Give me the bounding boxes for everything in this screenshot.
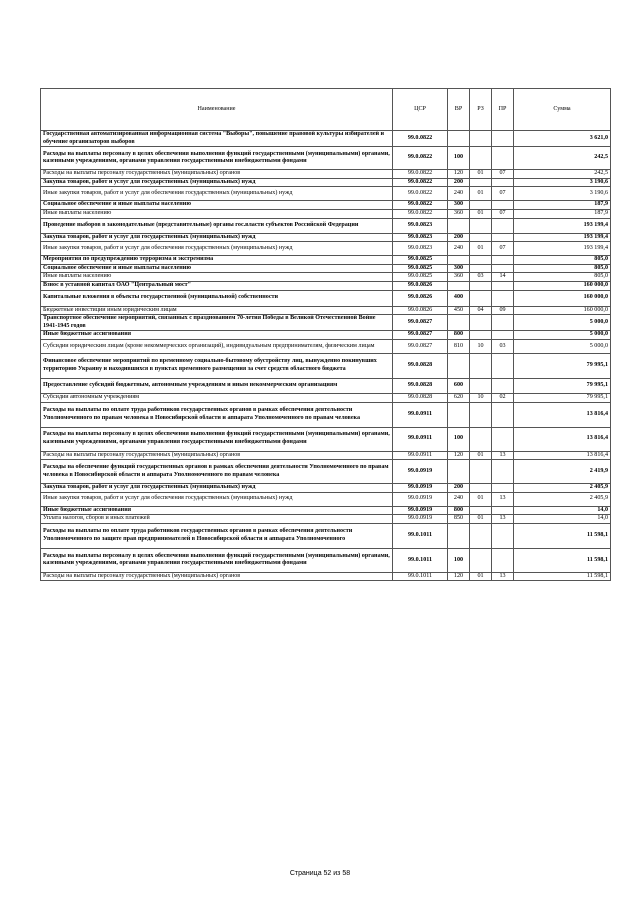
table-row — [41, 281, 611, 290]
cell-name: Проведение выборов в законодательные (представительные) органы гос.власти субъектов Российской Федерации — [41, 218, 393, 233]
cell-rz — [470, 460, 492, 484]
cell-pr — [492, 353, 514, 378]
cell-rz: 01 — [470, 209, 492, 218]
cell-name: Транспортное обеспечение мероприятий, связанных с празднованием 70-летия Победы в Великой Отечественной Войне 1941-1945 годов — [41, 315, 393, 331]
cell-vr: 240 — [448, 492, 470, 506]
cell-name: Закупка товаров, работ и услуг для государственных (муниципальных) нужд — [41, 484, 393, 493]
cell-name: Расходы на выплаты по оплате труда работников государственных органов в рамках обеспечения деятельности Уполномоченного по защите прав предпринимателей в Новосибирской области и аппарата Уполномоченного — [41, 523, 393, 548]
cell-pr: 13 — [492, 515, 514, 524]
cell-rz: 04 — [470, 306, 492, 315]
cell-sum: 11 598,1 — [514, 548, 611, 572]
table-row — [41, 256, 611, 265]
cell-name: Расходы на выплаты по оплате труда работников государственных органов в рамках обеспечения деятельности Уполномоченного по правам человека в Новосибирской области и аппарата Уполномоченного по правам человека — [41, 402, 393, 427]
cell-name: Иные закупки товаров, работ и услуг для обеспечения государственных (муниципальных) нужд — [41, 242, 393, 256]
cell-sum: 13 816,4 — [514, 402, 611, 427]
cell-rz — [470, 378, 492, 393]
table-row — [41, 218, 611, 233]
cell-csr: 99.0.0827 — [393, 315, 448, 331]
cell-rz — [470, 402, 492, 427]
table-row — [41, 492, 611, 506]
cell-csr: 99.0.0822 — [393, 131, 448, 147]
cell-sum: 79 995,1 — [514, 353, 611, 378]
table-row — [41, 402, 611, 427]
cell-vr — [448, 218, 470, 233]
table-row — [41, 572, 611, 581]
table-row — [41, 242, 611, 256]
cell-rz: 01 — [470, 451, 492, 460]
cell-pr — [492, 147, 514, 170]
cell-sum: 242,5 — [514, 147, 611, 170]
cell-csr: 99.0.0828 — [393, 378, 448, 393]
cell-csr: 99.0.0823 — [393, 218, 448, 233]
cell-csr: 99.0.0828 — [393, 353, 448, 378]
cell-rz: 01 — [470, 187, 492, 201]
cell-csr: 99.0.0911 — [393, 402, 448, 427]
cell-name: Расходы на обеспечение функций государственных органов в рамках обеспечения деятельности Уполномоченного по правам человека в Новосибирской области и аппарата Уполномоченного по правам человека — [41, 460, 393, 484]
cell-pr: 13 — [492, 492, 514, 506]
cell-vr: 800 — [448, 331, 470, 340]
cell-pr — [492, 178, 514, 187]
cell-vr — [448, 353, 470, 378]
cell-sum: 160 000,0 — [514, 290, 611, 306]
table-row — [41, 427, 611, 451]
cell-sum: 3 621,0 — [514, 131, 611, 147]
cell-rz — [470, 264, 492, 273]
cell-vr: 200 — [448, 178, 470, 187]
cell-csr: 99.0.0822 — [393, 178, 448, 187]
cell-sum: 13 816,4 — [514, 451, 611, 460]
cell-pr: 09 — [492, 306, 514, 315]
table-row — [41, 201, 611, 210]
cell-pr — [492, 506, 514, 515]
cell-vr — [448, 402, 470, 427]
cell-pr — [492, 331, 514, 340]
cell-rz — [470, 256, 492, 265]
cell-name: Иные выплаты населению — [41, 209, 393, 218]
cell-name: Субсидии автономным учреждениям — [41, 393, 393, 402]
cell-vr: 200 — [448, 233, 470, 242]
cell-csr: 99.0.0823 — [393, 233, 448, 242]
cell-vr: 620 — [448, 393, 470, 402]
cell-sum: 5 000,0 — [514, 331, 611, 340]
cell-pr: 07 — [492, 170, 514, 179]
cell-rz — [470, 427, 492, 451]
table-row — [41, 233, 611, 242]
header-vr: ВР — [448, 89, 470, 131]
cell-sum: 14,0 — [514, 506, 611, 515]
cell-rz — [470, 548, 492, 572]
cell-csr: 99.0.0828 — [393, 393, 448, 402]
cell-csr: 99.0.0826 — [393, 306, 448, 315]
cell-csr: 99.0.1011 — [393, 523, 448, 548]
cell-pr — [492, 523, 514, 548]
cell-vr: 800 — [448, 506, 470, 515]
cell-rz — [470, 315, 492, 331]
cell-vr: 600 — [448, 378, 470, 393]
cell-pr — [492, 233, 514, 242]
table-row — [41, 306, 611, 315]
cell-rz — [470, 506, 492, 515]
cell-vr: 100 — [448, 147, 470, 170]
cell-sum: 160 000,0 — [514, 281, 611, 290]
cell-rz — [470, 147, 492, 170]
table-row — [41, 331, 611, 340]
cell-vr: 120 — [448, 451, 470, 460]
table-row — [41, 273, 611, 282]
cell-sum: 160 000,0 — [514, 306, 611, 315]
cell-name: Расходы на выплаты персоналу в целях обеспечения выполнения функций государственными (муниципальными) органами, казенными учреждениями, органами управления государственными внебюджетными фондами — [41, 147, 393, 170]
cell-rz — [470, 178, 492, 187]
cell-sum: 187,9 — [514, 209, 611, 218]
cell-sum: 79 995,1 — [514, 378, 611, 393]
table-row — [41, 209, 611, 218]
cell-sum: 2 405,9 — [514, 492, 611, 506]
cell-vr — [448, 131, 470, 147]
cell-name: Расходы на выплаты персоналу государственных (муниципальных) органов — [41, 451, 393, 460]
cell-rz: 10 — [470, 339, 492, 353]
cell-name: Финансовое обеспечение мероприятий по временному социально-бытовому обустройству лиц, вынужденно покинувших территорию Украину и находившихся в пунктах временного размещения за счет средств областного бюджета — [41, 353, 393, 378]
cell-name: Иные закупки товаров, работ и услуг для обеспечения государственных (муниципальных) нужд — [41, 492, 393, 506]
table-row — [41, 460, 611, 484]
cell-csr: 99.0.0911 — [393, 427, 448, 451]
table-row — [41, 378, 611, 393]
cell-sum: 193 199,4 — [514, 233, 611, 242]
cell-rz — [470, 218, 492, 233]
cell-name: Взнос в уставной капитал ОАО "Центральный мост" — [41, 281, 393, 290]
cell-rz — [470, 523, 492, 548]
cell-name: Расходы на выплаты персоналу в целях обеспечения выполнения функций государственными (муниципальными) органами, казенными учреждениями, органами управления государственными внебюджетными фондами — [41, 548, 393, 572]
cell-vr: 200 — [448, 484, 470, 493]
cell-name: Расходы на выплаты персоналу государственных (муниципальных) органов — [41, 170, 393, 179]
cell-csr: 99.0.0919 — [393, 506, 448, 515]
cell-csr: 99.0.0919 — [393, 515, 448, 524]
cell-pr — [492, 256, 514, 265]
cell-vr: 360 — [448, 273, 470, 282]
cell-rz — [470, 281, 492, 290]
cell-rz: 10 — [470, 393, 492, 402]
cell-rz — [470, 353, 492, 378]
cell-sum: 3 190,6 — [514, 187, 611, 201]
cell-name: Закупка товаров, работ и услуг для государственных (муниципальных) нужд — [41, 233, 393, 242]
cell-csr: 99.0.0825 — [393, 264, 448, 273]
header-pr: ПР — [492, 89, 514, 131]
cell-pr — [492, 484, 514, 493]
cell-csr: 99.0.0823 — [393, 242, 448, 256]
cell-sum: 5 000,0 — [514, 339, 611, 353]
table-row — [41, 353, 611, 378]
table-row — [41, 178, 611, 187]
cell-sum: 193 199,4 — [514, 218, 611, 233]
cell-csr: 99.0.0825 — [393, 256, 448, 265]
cell-pr — [492, 315, 514, 331]
cell-sum: 193 199,4 — [514, 242, 611, 256]
cell-pr — [492, 201, 514, 210]
table-row — [41, 484, 611, 493]
cell-vr — [448, 460, 470, 484]
table-header-row — [41, 89, 611, 131]
cell-pr — [492, 131, 514, 147]
cell-pr — [492, 548, 514, 572]
table-row — [41, 339, 611, 353]
table-row — [41, 264, 611, 273]
cell-rz — [470, 233, 492, 242]
table-row — [41, 515, 611, 524]
cell-vr: 360 — [448, 209, 470, 218]
cell-name: Уплата налогов, сборов и иных платежей — [41, 515, 393, 524]
cell-pr — [492, 378, 514, 393]
cell-name: Мероприятия по предупреждению терроризма и экстремизма — [41, 256, 393, 265]
cell-csr: 99.0.0911 — [393, 451, 448, 460]
cell-sum: 13 816,4 — [514, 427, 611, 451]
cell-pr: 13 — [492, 572, 514, 581]
cell-csr: 99.0.0825 — [393, 273, 448, 282]
cell-csr: 99.0.0919 — [393, 484, 448, 493]
table-row — [41, 506, 611, 515]
table-row — [41, 131, 611, 147]
cell-csr: 99.0.0826 — [393, 290, 448, 306]
cell-name: Иные выплаты населению — [41, 273, 393, 282]
cell-pr: 07 — [492, 187, 514, 201]
header-sum: Сумма — [514, 89, 611, 131]
cell-vr — [448, 315, 470, 331]
table-row — [41, 523, 611, 548]
cell-sum: 5 000,0 — [514, 315, 611, 331]
cell-vr: 300 — [448, 201, 470, 210]
cell-sum: 79 995,1 — [514, 393, 611, 402]
cell-sum: 11 598,1 — [514, 572, 611, 581]
cell-name: Социальное обеспечение и иные выплаты населению — [41, 264, 393, 273]
cell-csr: 99.0.0822 — [393, 187, 448, 201]
cell-vr: 100 — [448, 548, 470, 572]
cell-sum: 14,0 — [514, 515, 611, 524]
cell-csr: 99.0.0822 — [393, 147, 448, 170]
cell-vr: 100 — [448, 427, 470, 451]
cell-pr — [492, 427, 514, 451]
table-body — [41, 131, 611, 581]
table-row — [41, 315, 611, 331]
cell-pr — [492, 460, 514, 484]
cell-name: Бюджетные инвестиции иным юридическим лицам — [41, 306, 393, 315]
cell-sum: 11 598,1 — [514, 523, 611, 548]
cell-vr — [448, 523, 470, 548]
cell-pr — [492, 264, 514, 273]
cell-name: Иные бюджетные ассигнования — [41, 331, 393, 340]
cell-name: Иные закупки товаров, работ и услуг для обеспечения государственных (муниципальных) нужд — [41, 187, 393, 201]
header-rz: РЗ — [470, 89, 492, 131]
cell-pr — [492, 290, 514, 306]
header-csr: ЦСР — [393, 89, 448, 131]
table-row — [41, 147, 611, 170]
cell-rz — [470, 201, 492, 210]
page-number: Страница 52 из 58 — [289, 870, 351, 877]
cell-pr — [492, 281, 514, 290]
cell-pr: 03 — [492, 339, 514, 353]
cell-sum: 805,0 — [514, 264, 611, 273]
header-name: Наименование — [41, 89, 393, 131]
cell-rz: 01 — [470, 515, 492, 524]
cell-pr: 07 — [492, 209, 514, 218]
cell-csr: 99.0.0919 — [393, 492, 448, 506]
cell-sum: 805,0 — [514, 256, 611, 265]
cell-name: Социальное обеспечение и иные выплаты населению — [41, 201, 393, 210]
cell-rz — [470, 290, 492, 306]
cell-vr: 240 — [448, 187, 470, 201]
cell-rz: 01 — [470, 492, 492, 506]
cell-sum: 805,0 — [514, 273, 611, 282]
cell-pr: 14 — [492, 273, 514, 282]
budget-table — [40, 88, 611, 581]
cell-name: Закупка товаров, работ и услуг для государственных (муниципальных) нужд — [41, 178, 393, 187]
cell-vr — [448, 281, 470, 290]
cell-csr: 99.0.0822 — [393, 170, 448, 179]
cell-vr: 240 — [448, 242, 470, 256]
cell-vr: 120 — [448, 572, 470, 581]
cell-csr: 99.0.1011 — [393, 548, 448, 572]
cell-csr: 99.0.0919 — [393, 460, 448, 484]
cell-pr — [492, 402, 514, 427]
cell-sum: 187,9 — [514, 201, 611, 210]
cell-pr: 02 — [492, 393, 514, 402]
cell-rz — [470, 131, 492, 147]
cell-rz — [470, 484, 492, 493]
cell-name: Иные бюджетные ассигнования — [41, 506, 393, 515]
cell-name: Расходы на выплаты персоналу в целях обеспечения выполнения функций государственными (муниципальными) органами, казенными учреждениями, органами управления государственными внебюджетными фондами — [41, 427, 393, 451]
cell-csr: 99.0.0826 — [393, 281, 448, 290]
cell-vr: 300 — [448, 264, 470, 273]
cell-vr: 810 — [448, 339, 470, 353]
table-row — [41, 170, 611, 179]
cell-vr — [448, 256, 470, 265]
cell-csr: 99.0.0827 — [393, 331, 448, 340]
cell-rz: 01 — [470, 170, 492, 179]
cell-csr: 99.0.0822 — [393, 209, 448, 218]
cell-name: Капитальные вложения в объекты государственной (муниципальной) собственности — [41, 290, 393, 306]
cell-vr: 120 — [448, 170, 470, 179]
cell-sum: 242,5 — [514, 170, 611, 179]
cell-sum: 2 419,9 — [514, 460, 611, 484]
cell-csr: 99.0.0822 — [393, 201, 448, 210]
cell-pr: 13 — [492, 451, 514, 460]
table-row — [41, 393, 611, 402]
cell-sum: 3 190,6 — [514, 178, 611, 187]
cell-pr: 07 — [492, 242, 514, 256]
cell-vr: 850 — [448, 515, 470, 524]
cell-pr — [492, 218, 514, 233]
cell-vr: 400 — [448, 290, 470, 306]
cell-name: Расходы на выплаты персоналу государственных (муниципальных) органов — [41, 572, 393, 581]
cell-rz — [470, 331, 492, 340]
cell-vr: 450 — [448, 306, 470, 315]
cell-rz: 01 — [470, 242, 492, 256]
cell-rz: 03 — [470, 273, 492, 282]
table-row — [41, 451, 611, 460]
table-row — [41, 290, 611, 306]
cell-csr: 99.0.0827 — [393, 339, 448, 353]
cell-name: Предоставление субсидий бюджетным, автономным учреждениям и иным некоммерческим организациям — [41, 378, 393, 393]
cell-name: Субсидии юридическим лицам (кроме некоммерческих организаций), индивидуальным предпринимателям, физическим лицам — [41, 339, 393, 353]
cell-sum: 2 405,9 — [514, 484, 611, 493]
cell-rz: 01 — [470, 572, 492, 581]
table-row — [41, 548, 611, 572]
cell-name: Государственная автоматизированная информационная система "Выборы", повышение правовой культуры избирателей и обучение организаторов выборов — [41, 131, 393, 147]
table-row — [41, 187, 611, 201]
cell-csr: 99.0.1011 — [393, 572, 448, 581]
